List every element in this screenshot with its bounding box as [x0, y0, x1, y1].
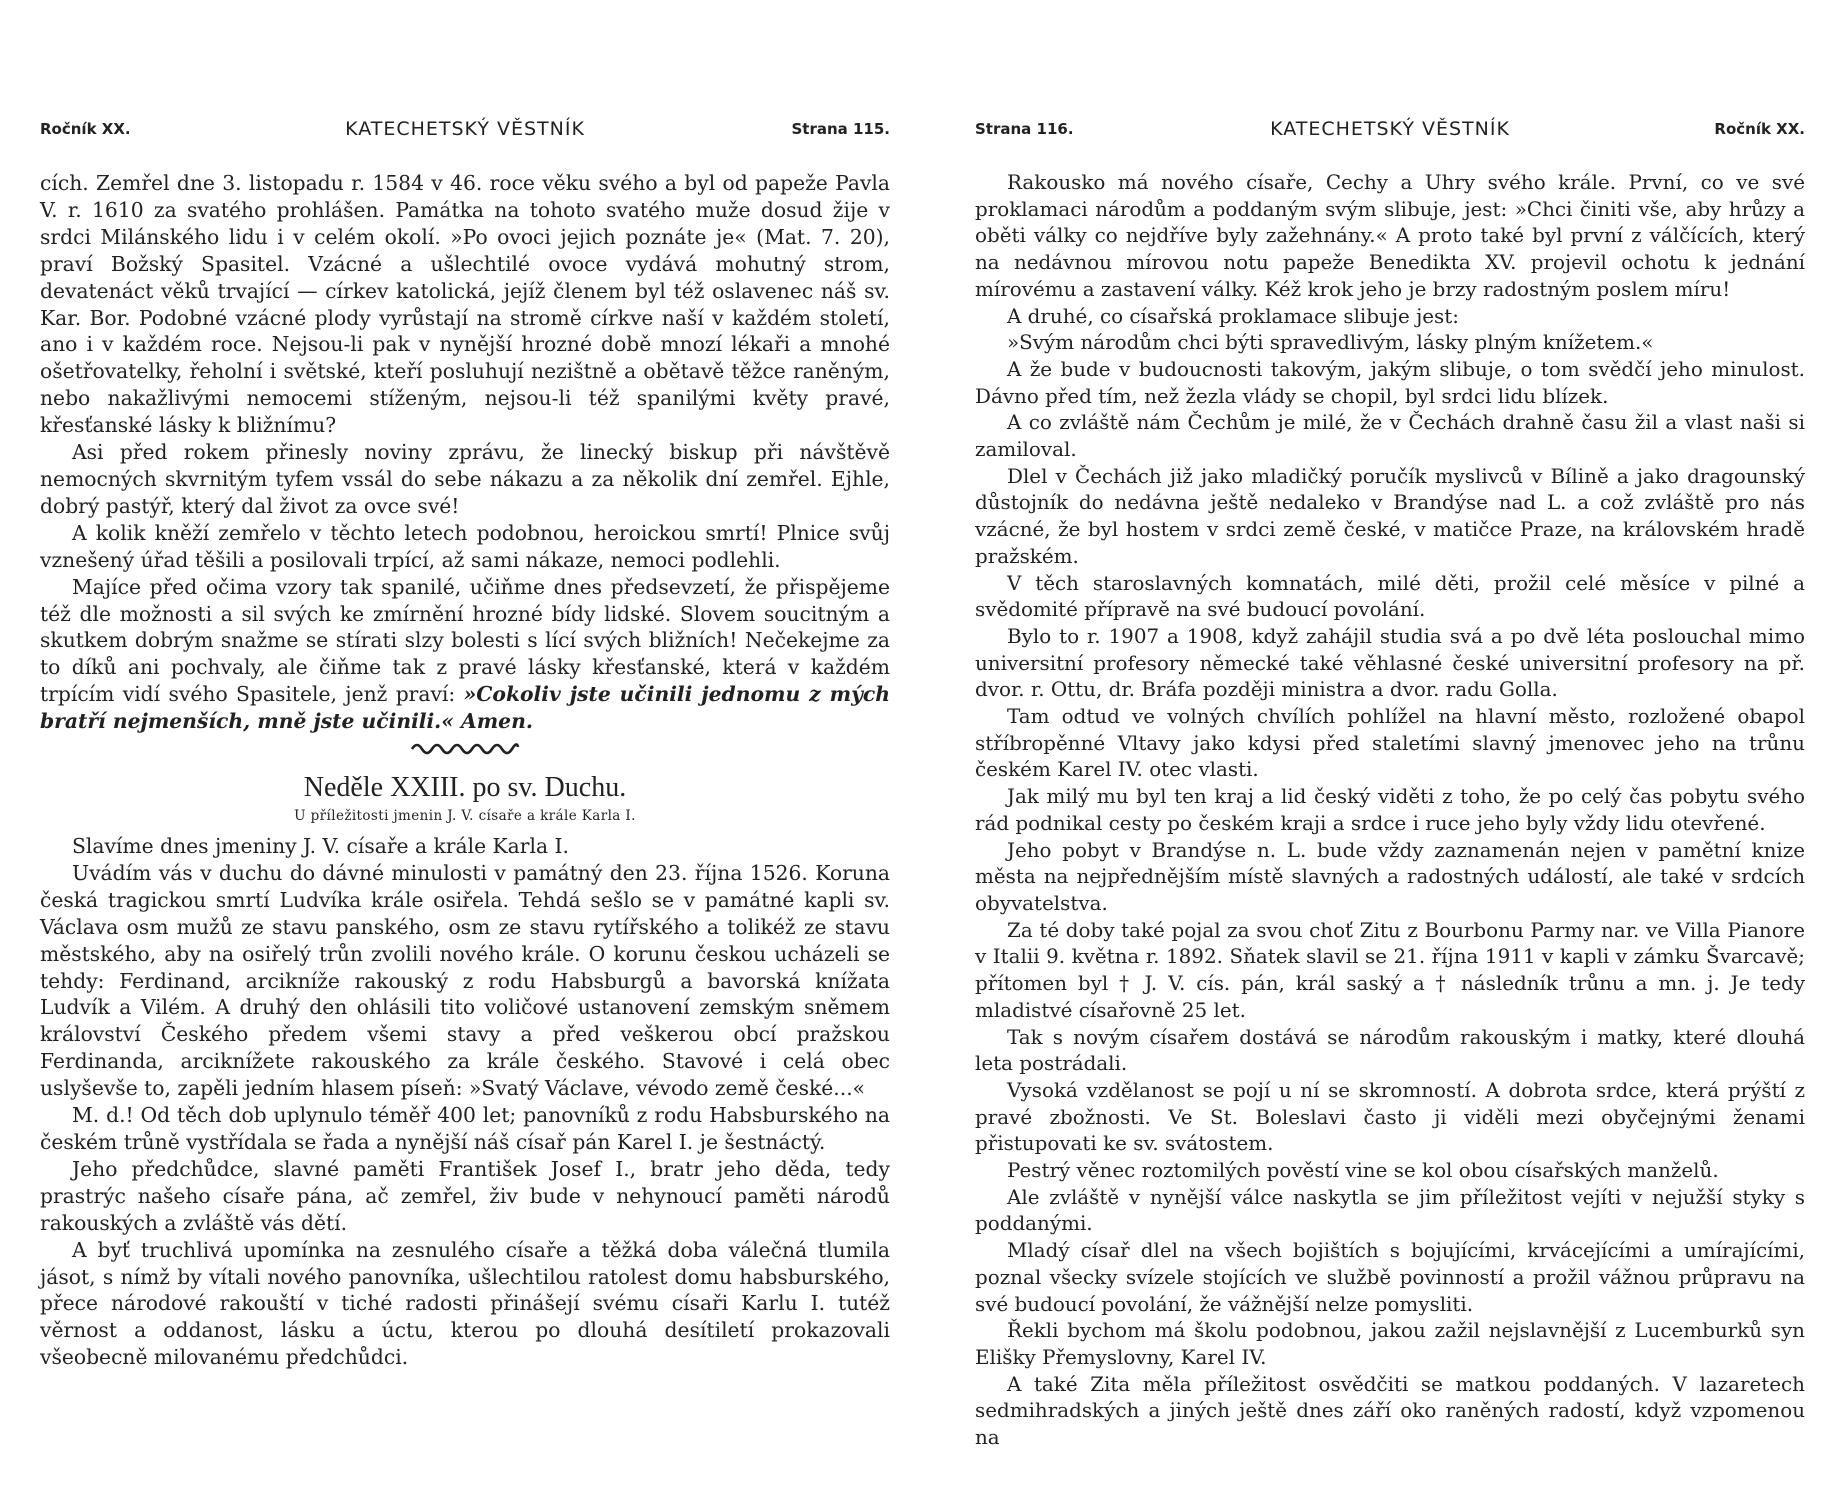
right-body — [975, 170, 1805, 1452]
paragraph: Tak s novým císařem dostává se národům rakouským i matky, které dlouhá leta postrádali. — [975, 1025, 1805, 1076]
wave-ornament-icon — [410, 739, 520, 755]
paragraph: A byť truchlivá upomínka na zesnulého císaře a těžká doba válečná tlumila jásot, s nímž by vítali nového panovníka, ušlechtilou ratolest domu habsburského, přece národové rakouští v tiché radosti přinášejí svému císaři Karlu I. tutéž věrnost a oddanost, lásku a úctu, kterou po dlouhá desítiletí prokazovali všeobecně milovanému předchůdci. — [40, 1237, 890, 1370]
closing-quote: »Cokoliv jste učinili jednomu z mých bratří nejmenších, mně jste učinili.« Amen. — [40, 682, 890, 734]
paragraph: Uvádím vás v duchu do dávné minulosti v památný den 23. října 1526. Koruna česká tragickou smrtí Ludvíka krále osiřela. Tehdá sešlo se v památné kapli sv. Václava osm mužů ze stavu panského, osm ze stavu rytířského a tolikéž ze stavu městského, aby na osiřelý trůn zvolili nového krále. O korunu českou ucházeli se tehdy: Ferdinand, arcikníže rakouský z rodu Habsburgů a bavorská knížata Ludvík a Vilém. A druhý den ohlásili tito voličové ustanovení zemským sněmem království Českého předem všemi stavy a před veškerou obcí pražskou Ferdinanda, arciknížete rakouského za krále českého. Stavové i celá obec uslyševše to, zapěli jedním hlasem píseň: »Svatý Václave, vévodo země české...« — [40, 860, 890, 1101]
paragraph: cích. Zemřel dne 3. listopadu r. 1584 v 46. roce věku svého a byl od papeže Pavla V. r. 1610 za svatého prohlášen. Památka na tohoto svatého muže dosud žije v srdci Milánského lidu i v celém okolí. »Po ovoci jejich poznáte je« (Mat. 7. 20), praví Božský Spasitel. Vzácné a ušlechtilé ovoce vydává mohutný strom, devatenáct věků trvající — církev katolická, jejíž členem byl též oslavenec náš sv. Kar. Bor. Podobné vzácné plody vyrůstají na stromě církve naší v každém století, ano i v každém roce. Nejsou-li pak v nynější hrozné době mnozí lékaři a mnohé ošetřovatelky, řeholní i světské, kteří posluhují nezištně a obětavě těžce raněným, nebo nakažlivými nemocemi stíženým, nejsou-li též spanilými květy pravé, křesťanské lásky k bližnímu? — [40, 171, 890, 438]
paragraph: Mladý císař dlel na všech bojištích s bojujícími, krvácejícími a umírajícími, poznal všecky svízele stojících ve službě povinností a prožil vážnou průpravu na své budoucí povolání, že vážnější nelze pomysliti. — [975, 1239, 1805, 1316]
paragraph: Za té doby také pojal za svou choť Zitu z Bourbonu Parmy nar. ve Villa Pianore v Italii 9. května r. 1892. Sňatek slavil se 21. října 1911 v kapli v zámku Švarcavě; přítomen byl † J. V. cís. pán, král saský a † následník trůnu a mn. j. Je tedy mladistvé císařovně 25 let. — [975, 918, 1805, 1022]
paragraph: Asi před rokem přinesly noviny zprávu, že linecký biskup při návštěvě nemocných skvrnitým tyfem vssál do sebe nákazu a za několik dní zemřel. Ejhle, dobrý pastýř, který dal život za ovce své! — [40, 440, 890, 518]
paragraph: Rakousko má nového císaře, Cechy a Uhry svého krále. První, co ve své proklamaci národům a poddaným svým slibuje, jest: »Chci činiti vše, aby hrůzy a oběti války co nejdříve byly zažehnány.« A proto také byl první z válčících, který na nedávnou mírovou notu papeže Benedikta XV. projevil ochotu k jednání mírovému a zastavení války. Kéž krok jeho je brzy radostným poslem míru! — [975, 171, 1805, 301]
section-subtitle: U příležitosti jmenin J. V. císaře a krále Karla I. — [294, 808, 636, 825]
left-running-head — [40, 112, 890, 152]
paragraph: A také Zita měla příležitost osvědčiti se matkou poddaných. V lazaretech sedmihradských a jiných ještě dnes září oko raněných radostí, když vzpomenou na — [975, 1372, 1805, 1450]
left-page-number: Strana 115. — [791, 120, 890, 138]
paragraph: A co zvláště nám Čechům je milé, že v Čechách drahně času žil a vlast naši si zamiloval. — [975, 411, 1805, 462]
paragraph: A kolik kněží zemřelo v těchto letech podobnou, heroickou smrtí! Plnice svůj vznešený úřad těšili a posilovali trpící, až sami nákaze, nemoci podlehli. — [40, 520, 890, 572]
left-body — [40, 170, 890, 1371]
paragraph: Pestrý věnec roztomilých pověstí vine se kol obou císařských manželů. — [1007, 1159, 1719, 1183]
paragraph-text: Majíce před očima vzory tak spanilé, učiňme dnes předsevzetí, že přispějeme též dle možnosti a sil svých ke zmírnění hrozné bídy lidské. Slovem soucitným a skutkem dobrým snažme se stírati slzy bolesti s lící svých bližních! Nečekejme za to díků ani pochvaly, ale čiňme tak z pravé lásky křesťanské, která v každém trpícím vidí svého Spasitele, jenž praví: — [40, 574, 890, 707]
paragraph: A že bude v budoucnosti takovým, jakým slibuje, o tom svědčí jeho minulost. Dávno před tím, než žezla vlády se chopil, byl srdci lidu blízek. — [975, 357, 1805, 408]
paragraph: Řekli bychom má školu podobnou, jakou zažil nejslavnější z Lucemburků syn Elišky Přemyslovny, Karel IV. — [975, 1319, 1805, 1369]
paragraph: M. d.! Od těch dob uplynulo téměř 400 let; panovníků z rodu Habsburského na českém trůně vystřídala se řada a nynější náš císař pán Karel I. je šestnáctý. — [40, 1103, 890, 1154]
paragraph: A druhé, co císařská proklamace slibuje jest: — [1007, 304, 1459, 328]
paragraph: V těch staroslavných komnatách, milé děti, prožil celé měsíce v pilné a svědomité přípravě na své budoucí povolání. — [975, 571, 1805, 622]
paragraph: »Svým národům chci býti spravedlivým, lásky plným knížetem.« — [1007, 331, 1654, 355]
left-page — [40, 0, 890, 1500]
paragraph: Jeho předchůdce, slavné paměti František Josef I., bratr jeho děda, tedy prastrýc našeho císaře pána, ač zemřel, živ bude v nehynoucí paměti národů rakouských a zvláště vás dětí. — [40, 1156, 890, 1235]
left-volume-label: Ročník XX. — [40, 120, 131, 138]
paragraph: Dlel v Čechách již jako mladičký poručík myslivců v Bílině a jako dragounský důstojník do nedávna ještě nedaleko v Brandýse nad L. a což zvláště pro nás vzácné, že byl hostem v srdci země české, v matičce Praze, na královském hradě pražském. — [975, 464, 1805, 568]
right-volume-label: Ročník XX. — [1714, 120, 1805, 138]
paragraph: Slavíme dnes jmeniny J. V. císaře a krále Karla I. — [72, 834, 569, 859]
section-title: Neděle XXIII. po sv. Duchu. — [303, 772, 627, 804]
paragraph: Jak milý mu byl ten kraj a lid český viděti z toho, že po celý čas pobytu svého rád podnikal cesty po českém kraji a srdce i ruce jeho byly vždy lidu otevřené. — [975, 785, 1805, 835]
paragraph: Bylo to r. 1907 a 1908, když zahájil studia svá a po dvě léta poslouchal mimo universitní profesory německé také věhlasné české universitní profesory na př. dvor. r. Ottu, dr. Bráfa později ministra a dvor. radu Golla. — [975, 624, 1805, 702]
paragraph: Ale zvláště v nynější válce naskytla se jim příležitost vejíti v nejužší styky s poddanými. — [975, 1185, 1805, 1236]
right-page-number: Strana 116. — [975, 120, 1074, 138]
right-journal-title: KATECHETSKÝ VĚSTNÍK — [1270, 118, 1510, 140]
left-journal-title: KATECHETSKÝ VĚSTNÍK — [345, 118, 585, 140]
right-running-head — [975, 112, 1805, 152]
paragraph: Vysoká vzdělanost se pojí u ní se skromností. A dobrota srdce, která prýští z pravé zbožnosti. Ve St. Boleslavi často ji viděli mezi obyčejnými ženami přistupovati ke sv. svátostem. — [975, 1078, 1805, 1156]
paragraph: Tam odtud ve volných chvílích pohlížel na hlavní město, rozložené obapol stříbropěnné Vltavy jako kdysi před staletími slavný jmenovec jeho na trůnu českém Karel IV. otec vlasti. — [975, 705, 1805, 782]
right-page — [975, 0, 1805, 1500]
paragraph — [40, 574, 890, 735]
paragraph: Jeho pobyt v Brandýse n. L. bude vždy zaznamenán nejen v pamětní knize města na nejpřednějším místě slavných a radostných událostí, ale také v srdcích obyvatelstva. — [975, 838, 1805, 915]
ornament-divider — [40, 739, 890, 761]
